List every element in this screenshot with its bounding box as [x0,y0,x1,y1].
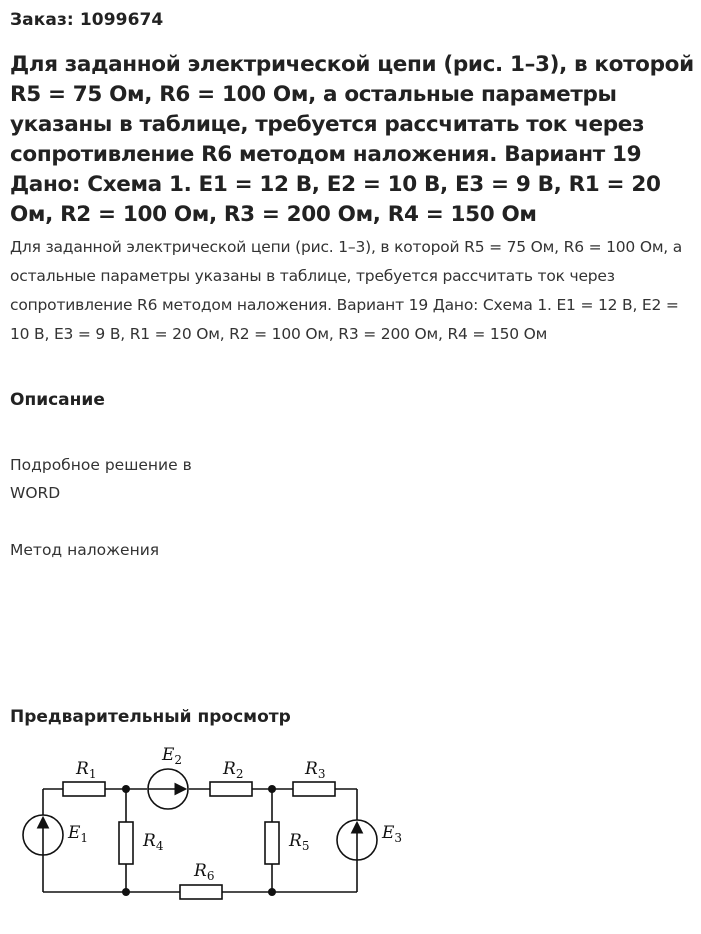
label-e1: $E_1$ [68,823,89,845]
label-r1: $R_1$ [76,759,97,781]
label-r3: $R_3$ [305,759,326,781]
source-e2 [148,769,188,809]
resistor-r3 [293,782,335,796]
resistor-r4 [119,822,133,864]
description-line-1: Подробное решение в [10,456,192,474]
label-r5: $R_5$ [289,831,310,853]
description-heading: Описание [10,390,105,410]
junction-node [268,888,276,896]
resistor-r2 [210,782,252,796]
label-r2: $R_2$ [223,759,244,781]
description-line-2: WORD [10,484,61,502]
resistor-r6 [180,885,222,899]
circuit-diagram [0,740,420,925]
preview-heading: Предварительный просмотр [10,707,291,727]
junction-node [122,785,130,793]
junction-node [268,785,276,793]
junction-node [122,888,130,896]
label-r4: $R_4$ [143,831,164,853]
description-line-3: Метод наложения [10,541,160,559]
label-r6: $R_6$ [194,861,215,883]
label-e2: $E_2$ [162,745,183,767]
page-title: Для заданной электрической цепи (рис. 1–3), в которой R5 = 75 Ом, R6 = 100 Ом, а остальные параметры указаны в таблице, требуется рассчитать ток через сопротивление R6 методом наложения. Вариант 19 Дано: Схема 1. E1 = 12 В, E2 = 10 В, E3 = 9 В, R1 = 20 Ом, R2 = 100 Ом, R3 = 200 Ом, R4 = 150 Ом [10,52,694,227]
task-description: Для заданной электрической цепи (рис. 1–3), в которой R5 = 75 Ом, R6 = 100 Ом, а остальные параметры указаны в таблице, требуется рассчитать ток через сопротивление R6 методом наложения. Вариант 19 Дано: Схема 1. E1 = 12 В, E2 = 10 В, E3 = 9 В, R1 = 20 Ом, R2 = 100 Ом, R3 = 200 Ом, R4 = 150 Ом [10,238,683,343]
resistor-r5 [265,822,279,864]
resistor-r1 [63,782,105,796]
order-number: Заказ: 1099674 [10,10,164,30]
label-e3: $E_3$ [382,823,403,845]
source-e3 [337,820,377,860]
source-e1 [23,815,63,855]
